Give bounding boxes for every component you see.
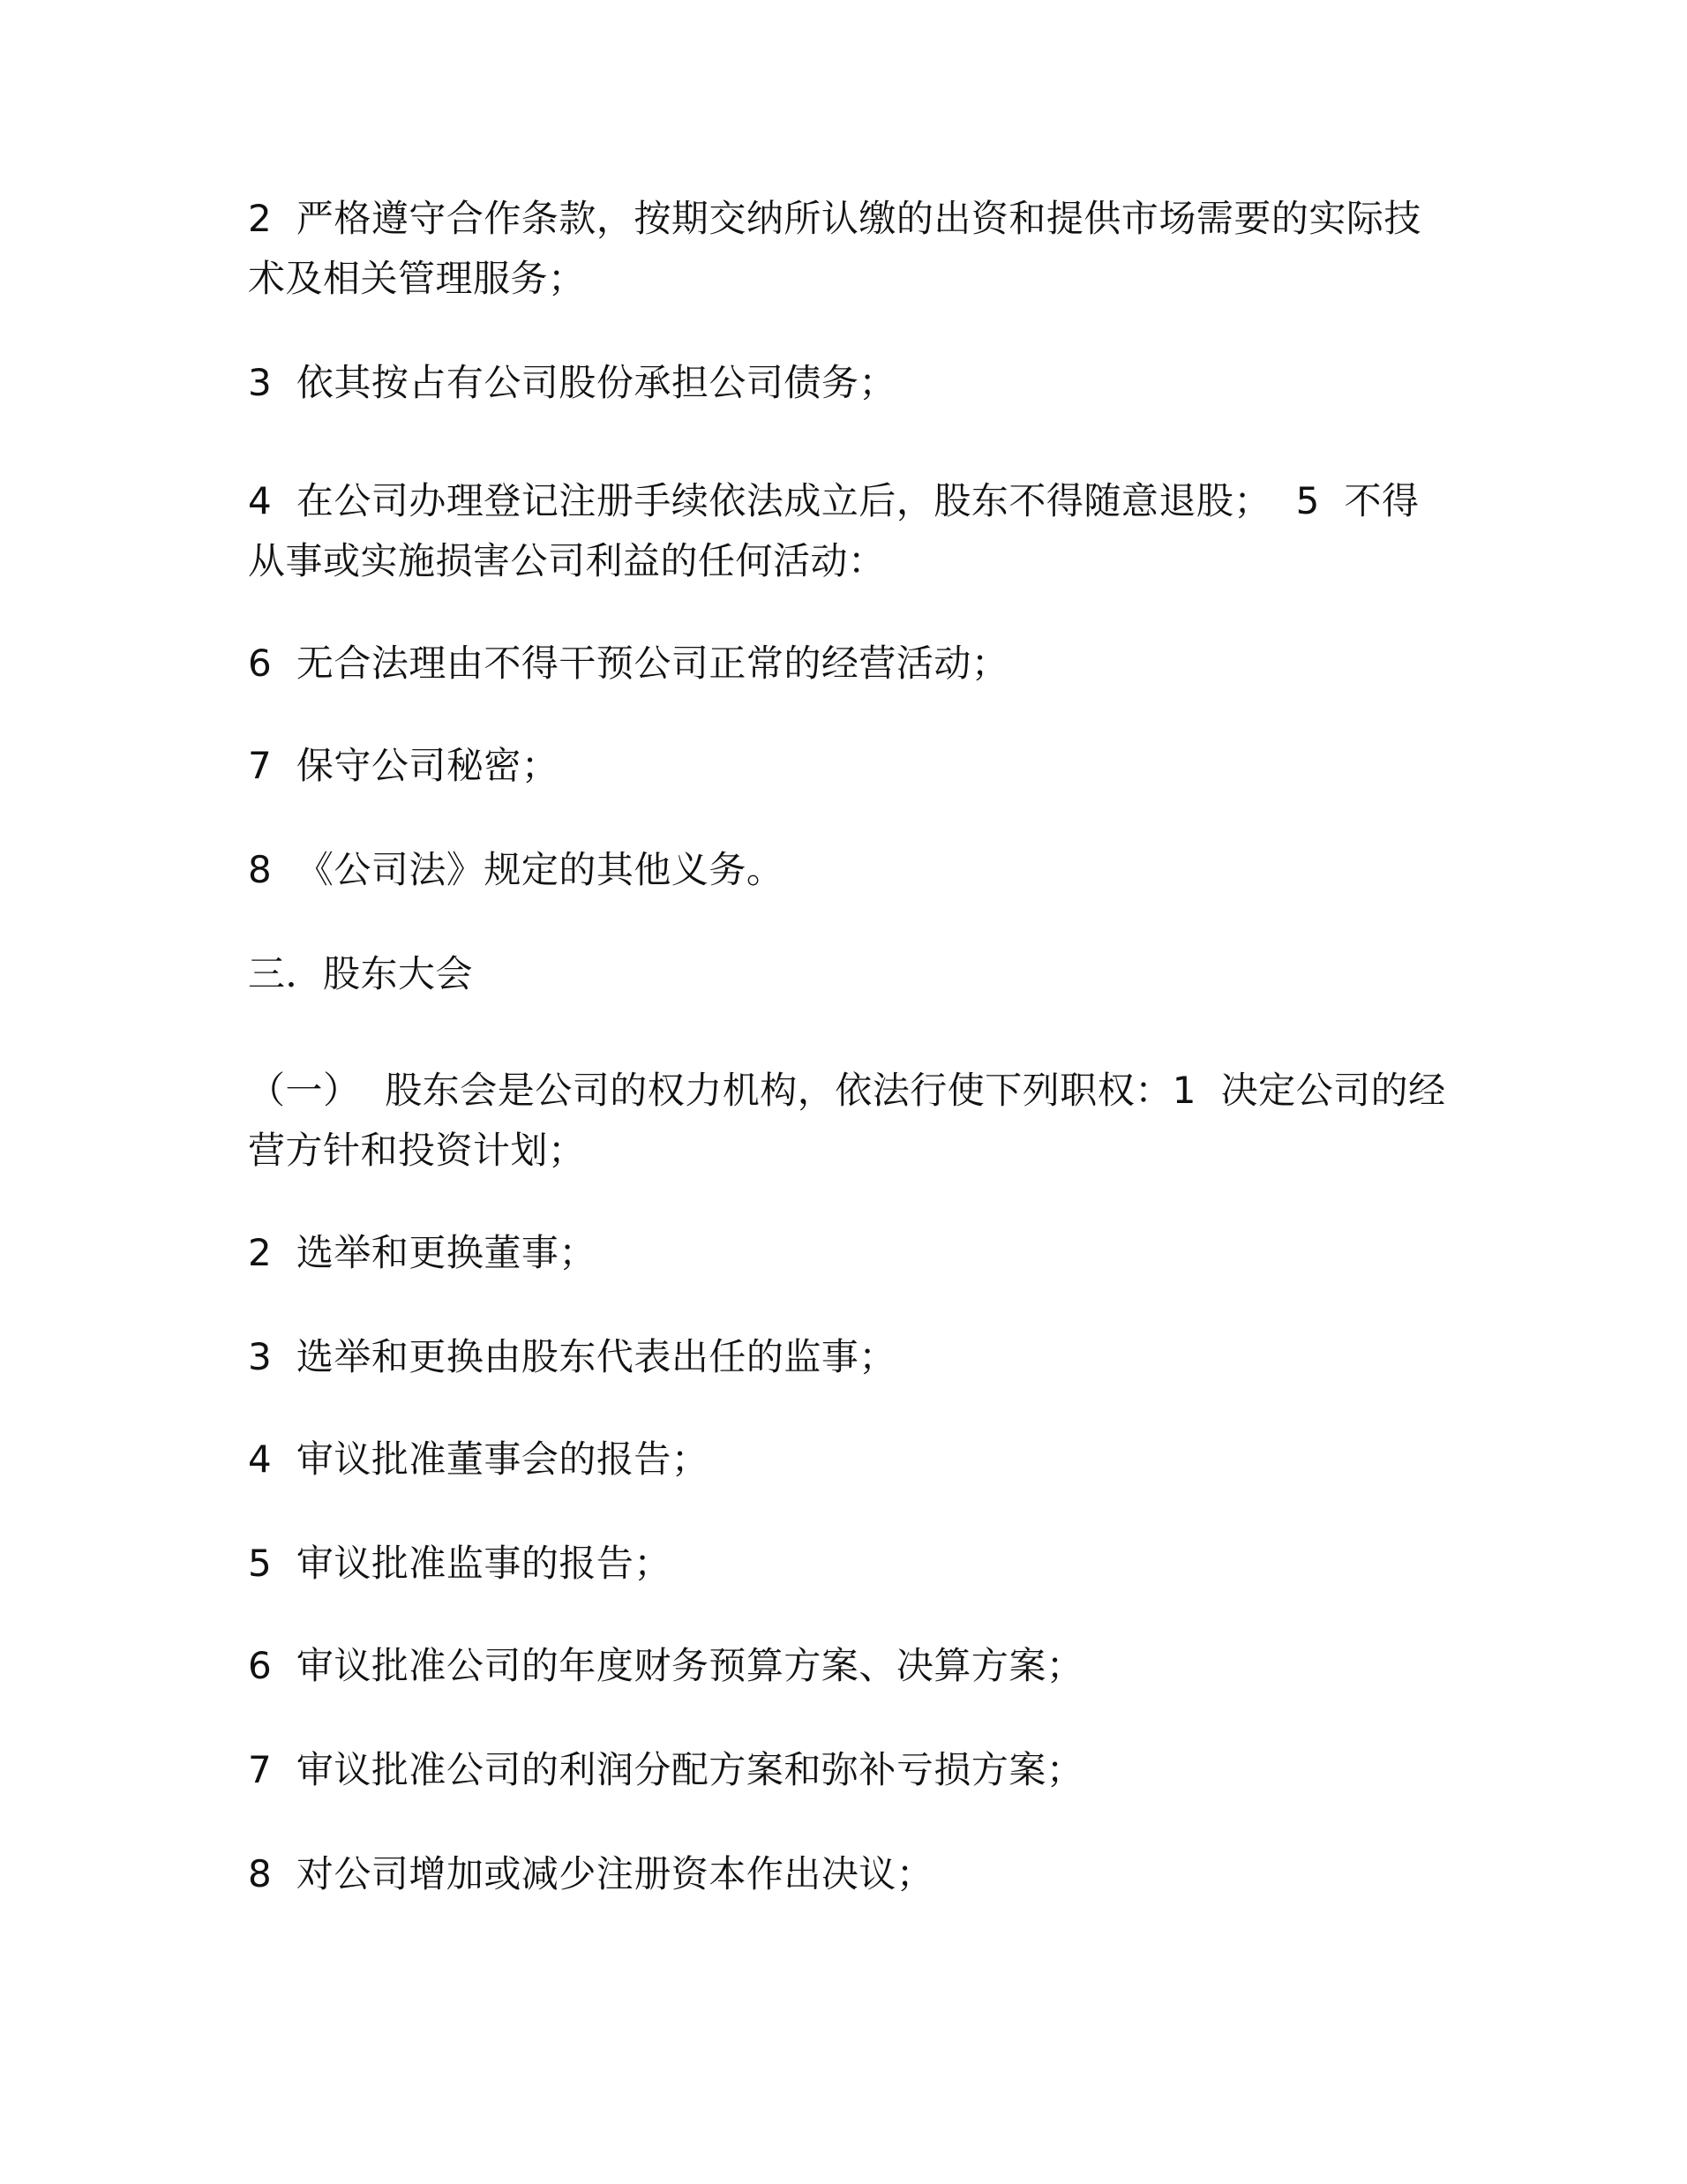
paragraph-power-3: 3 选举和更换由股东代表出任的监事； xyxy=(248,1335,896,1378)
paragraph-obligation-2: 2 严格遵守合作条款，按期交纳所认缴的出资和提供市场需要的实际技术及相关管理服务； xyxy=(248,197,1421,300)
paragraph-obligation-3: 3 依其按占有公司股份承担公司债务； xyxy=(248,361,896,404)
paragraph-power-2: 2 选举和更换董事； xyxy=(248,1231,596,1274)
paragraph-power-6: 6 审议批准公司的年度财务预算方案、决算方案； xyxy=(248,1644,1084,1687)
paragraph-power-7: 7 审议批准公司的利润分配方案和弥补亏损方案； xyxy=(248,1748,1084,1791)
paragraph-power-5: 5 审议批准监事的报告； xyxy=(248,1542,671,1585)
paragraph-power-4: 4 审议批准董事会的报告； xyxy=(248,1437,709,1481)
paragraph-obligation-8: 8 《公司法》规定的其他义务。 xyxy=(248,848,784,891)
paragraph-obligation-4-5: 4 在公司办理登记注册手续依法成立后，股东不得随意退股； 5 不得 从事或实施损害公司利益的任何活动： xyxy=(248,479,1444,582)
paragraph-power-8: 8 对公司增加或减少注册资本作出决议； xyxy=(248,1852,934,1895)
paragraph-obligation-7: 7 保守公司秘密； xyxy=(248,744,559,787)
paragraph-meeting-powers-intro: （一） 股东会是公司的权力机构，依法行使下列职权：1 决定公司的经营方针和投资计划； xyxy=(248,1069,1446,1172)
section-heading-shareholders-meeting: 三．股东大会 xyxy=(248,952,474,995)
paragraph-obligation-6: 6 无合法理由不得干预公司正常的经营活动； xyxy=(248,642,1009,685)
